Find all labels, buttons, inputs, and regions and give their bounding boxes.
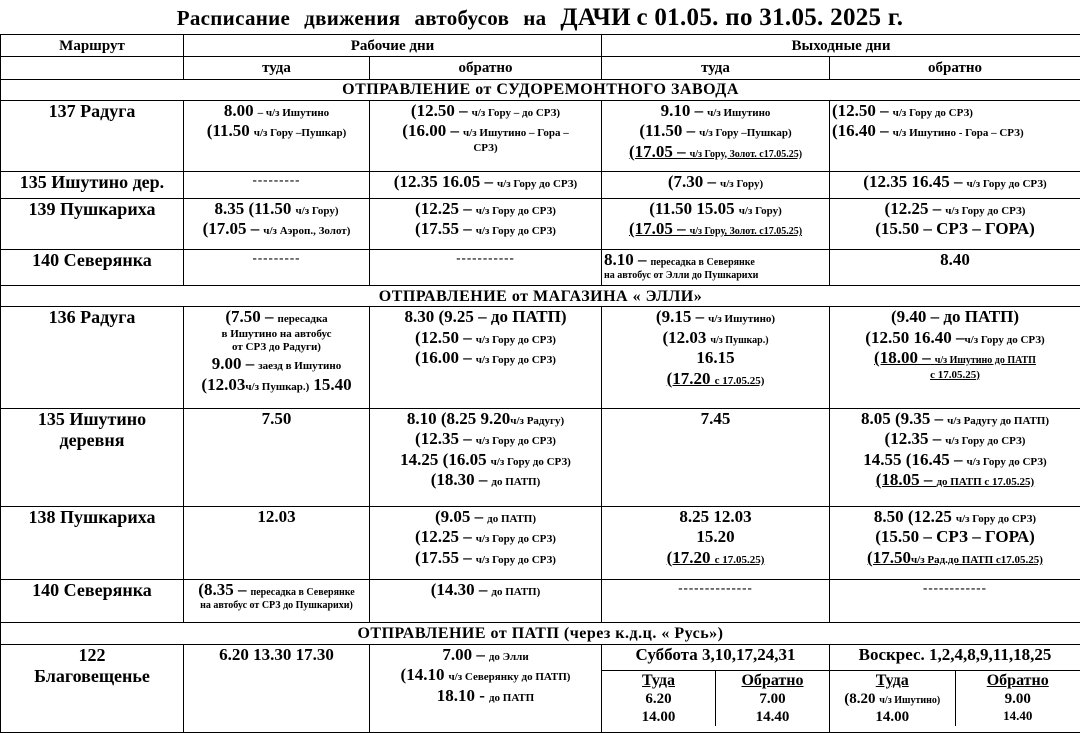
sunday-heading: Воскрес. 1,2,4,8,9,11,18,25: [830, 645, 1080, 671]
route-name: 122 Благовещенье: [1, 644, 184, 732]
title-word-schedule: Расписание: [176, 6, 291, 30]
cell-work-there: 7.50: [184, 408, 370, 506]
section-heading-srz: ОТПРАВЛЕНИЕ от СУДОРЕМОНТНОГО ЗАВОДА: [1, 79, 1080, 100]
section-heading-elli: ОТПРАВЛЕНИЕ от МАГАЗИНА « ЭЛЛИ»: [1, 286, 1080, 307]
cell-work-there: (7.50 – пересадка в Ишутино на автобус от СРЗ до Радуги) 9.00 – заезд в Ишутино (12.03ч/з Пушкар.) 15.40: [184, 307, 370, 408]
header-weekends: Выходные дни: [602, 35, 1080, 57]
header-blank: [1, 57, 184, 79]
cell-work-there: ---------: [184, 171, 370, 198]
cell-weekend-there: 8.10 – пересадка в Северянке на автобус от Элли до Пушкарихи: [602, 249, 830, 285]
cell-work-there: ---------: [184, 249, 370, 285]
cell-work-there: 6.20 13.30 17.30: [184, 644, 370, 732]
cell-work-there: (8.35 – пересадка в Северянке на автобус от СРЗ до Пушкарихи): [184, 579, 370, 622]
route-name: 140 Северянка: [1, 579, 184, 622]
page-title: [0, 4, 1080, 32]
header-row-2: [1, 57, 1080, 79]
cell-work-there: 12.03: [184, 507, 370, 580]
cell-weekend-back: 8.50 (12.25 ч/з Гору до СРЗ) (15.50 – СРЗ – ГОРА) (17.50ч/з Рад.до ПАТП с17.05.25): [830, 507, 1080, 580]
route-name: 137 Радуга: [1, 100, 184, 171]
cell-weekend-back: (9.40 – до ПАТП) (12.50 16.40 –ч/з Гору до СРЗ) (18.00 – ч/з Ишутино до ПАТП с 17.05.25): [830, 307, 1080, 408]
saturday-there-2: 14.00: [641, 709, 676, 726]
saturday-back-2: 14.40: [716, 708, 830, 726]
sunday-subtable: [830, 645, 1080, 727]
cell-weekend-there: 8.25 12.03 15.20 (17.20 с 17.05.25): [602, 507, 830, 580]
row-138: [1, 507, 1080, 580]
sunday-back-1: 9.00: [955, 690, 1080, 708]
header-weekends-back: обратно: [830, 57, 1080, 79]
header-weekends-there: туда: [602, 57, 830, 79]
saturday-there-1: 6.20: [645, 691, 672, 708]
cell-sunday: [830, 644, 1080, 732]
title-period: с 01.05. по 31.05. 2025 г.: [636, 4, 904, 31]
cell-work-there: 8.35 (11.50 ч/з Гору) (17.05 – ч/з Аэроп., Золот): [184, 199, 370, 250]
sunday-back-2: 14.40: [955, 708, 1080, 726]
cell-weekend-back: 8.05 (9.35 – ч/з Радугу до ПАТП) (12.35 – ч/з Гору до СРЗ) 14.55 (16.45 – ч/з Гору до СРЗ) (18.05 – до ПАТП с 17.05.25): [830, 408, 1080, 506]
cell-weekend-back: (12.50 – ч/з Гору до СРЗ) (16.40 – ч/з Ишутино - Гора – СРЗ): [830, 100, 1080, 171]
saturday-back-label: Обратно: [716, 671, 830, 691]
sunday-there-1: (8.20 ч/з Ишутино): [844, 691, 941, 708]
cell-weekend-there: (9.15 – ч/з Ишутино) (12.03 ч/з Пушкар.) 16.15 (17.20 с 17.05.25): [602, 307, 830, 408]
row-140-a: [1, 249, 1080, 285]
route-name: 140 Северянка: [1, 249, 184, 285]
cell-work-back: (12.35 16.05 – ч/з Гору до СРЗ): [370, 171, 602, 198]
row-136: [1, 307, 1080, 408]
cell-work-back: -----------: [370, 249, 602, 285]
title-word-buses: автобусов: [414, 6, 510, 30]
route-name: 139 Пушкариха: [1, 199, 184, 250]
saturday-heading: Суббота 3,10,17,24,31: [602, 645, 829, 671]
cell-weekend-back: (12.35 16.45 – ч/з Гору до СРЗ): [830, 171, 1080, 198]
route-name: 138 Пушкариха: [1, 507, 184, 580]
header-workdays: Рабочие дни: [184, 35, 602, 57]
row-140-b: [1, 579, 1080, 622]
cell-work-back: 7.00 – до Элли (14.10 ч/з Северянку до ПАТП) 18.10 - до ПАТП: [370, 644, 602, 732]
title-destination: ДАЧИ: [560, 4, 631, 31]
route-name: 135 Ишутино деревня: [1, 408, 184, 506]
cell-work-back: 8.10 (8.25 9.20ч/з Радугу) (12.35 – ч/з Гору до СРЗ) 14.25 (16.05 ч/з Гору до СРЗ) (18.30 – до ПАТП): [370, 408, 602, 506]
saturday-back-1: 7.00: [716, 690, 830, 708]
cell-weekend-there: 7.45: [602, 408, 830, 506]
row-122: [1, 644, 1080, 732]
sunday-back-label: Обратно: [955, 671, 1080, 691]
route-name: 135 Ишутино дер.: [1, 171, 184, 198]
cell-saturday: [602, 644, 830, 732]
header-workdays-back: обратно: [370, 57, 602, 79]
saturday-subtable: [602, 645, 829, 727]
cell-weekend-there: (11.50 15.05 ч/з Гору) (17.05 – ч/з Гору, Золот. с17.05.25): [602, 199, 830, 250]
cell-weekend-back: 8.40: [830, 249, 1080, 285]
cell-weekend-there: (7.30 – ч/з Гору): [602, 171, 830, 198]
header-row-1: [1, 35, 1080, 57]
sunday-there-2: 14.00: [875, 709, 910, 726]
cell-work-back: 8.30 (9.25 – до ПАТП) (12.50 – ч/з Гору до СРЗ) (16.00 – ч/з Гору до СРЗ): [370, 307, 602, 408]
cell-weekend-there: 9.10 – ч/з Ишутино (11.50 – ч/з Гору –Пушкар) (17.05 – ч/з Гору, Золот. с17.05.25): [602, 100, 830, 171]
title-word-movement: движения: [304, 6, 401, 30]
cell-work-back: (12.25 – ч/з Гору до СРЗ) (17.55 – ч/з Гору до СРЗ): [370, 199, 602, 250]
cell-work-back: (14.30 – до ПАТП): [370, 579, 602, 622]
saturday-there-label: Туда: [642, 672, 675, 690]
sunday-there-label: Туда: [875, 672, 909, 690]
cell-weekend-back: ------------: [830, 579, 1080, 622]
row-135-b: [1, 408, 1080, 506]
cell-work-back: (12.50 – ч/з Гору – до СРЗ) (16.00 – ч/з Ишутино – Гора – СРЗ): [370, 100, 602, 171]
schedule-table: [0, 34, 1080, 733]
header-workdays-there: туда: [184, 57, 370, 79]
title-word-to: на: [523, 6, 547, 30]
route-name: 136 Радуга: [1, 307, 184, 408]
cell-work-there: 8.00 – ч/з Ишутино (11.50 ч/з Гору –Пушкар): [184, 100, 370, 171]
cell-work-back: (9.05 – до ПАТП) (12.25 – ч/з Гору до СРЗ) (17.55 – ч/з Гору до СРЗ): [370, 507, 602, 580]
cell-weekend-there: --------------: [602, 579, 830, 622]
cell-weekend-back: (12.25 – ч/з Гору до СРЗ) (15.50 – СРЗ – ГОРА): [830, 199, 1080, 250]
header-route: Маршрут: [1, 35, 184, 57]
section-heading-patp: ОТПРАВЛЕНИЕ от ПАТП (через к.д.ц. « Русь»): [1, 622, 1080, 644]
row-135-a: [1, 171, 1080, 198]
row-137: [1, 100, 1080, 171]
row-139: [1, 199, 1080, 250]
